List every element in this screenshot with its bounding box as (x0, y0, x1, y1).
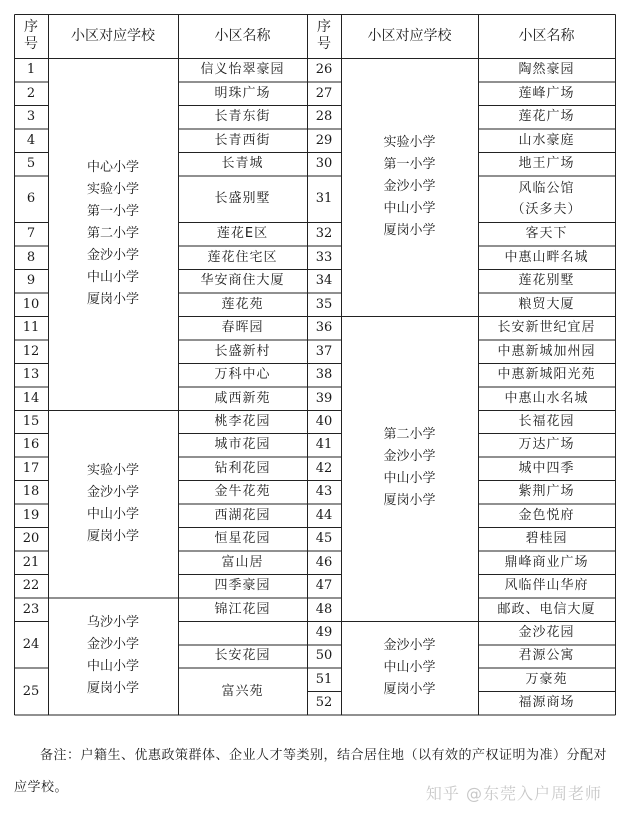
estate-name: 邮政、电信大厦 (497, 601, 596, 617)
row-number: 41 (315, 437, 333, 453)
row-number: 47 (315, 578, 333, 594)
estate-name: 长盛新村 (214, 343, 271, 359)
row-number: 50 (315, 648, 333, 664)
row-number: 48 (315, 601, 333, 617)
estate-name: 莲花住宅区 (207, 249, 278, 265)
estate-name: 富兴苑 (221, 683, 264, 699)
row-number: 14 (22, 390, 40, 406)
row-number: 19 (22, 507, 40, 523)
footnote: 备注：户籍生、优惠政策群体、企业人才等类别，结合居住地（以有效的产权证明为准）分配对应学校。 (14, 748, 608, 795)
row-number: 35 (315, 296, 333, 312)
estate-name: 长青东街 (214, 109, 271, 125)
estate-name: 长盛别墅 (214, 191, 271, 207)
estate-name: 风临公馆 （沃多夫） (511, 180, 582, 217)
estate-name: 信义怡翠豪园 (200, 62, 285, 78)
row-number: 28 (315, 109, 333, 125)
estate-name: 四季豪园 (214, 578, 271, 594)
estate-name: 中惠山畔名城 (504, 249, 589, 265)
estate-name: 风临伴山华府 (504, 578, 589, 594)
estate-name: 西湖花园 (214, 507, 271, 523)
row-number: 39 (315, 390, 333, 406)
row-number: 22 (22, 578, 40, 594)
estate-name: 长青西街 (214, 132, 271, 148)
row-number: 17 (22, 460, 40, 476)
row-number: 9 (26, 273, 36, 289)
row-number: 24 (22, 636, 40, 652)
school-group: 第二小学 金沙小学 中山小学 厦岗小学 (383, 427, 436, 509)
estate-name: 莲峰广场 (518, 85, 575, 101)
row-number: 16 (22, 437, 40, 453)
estate-name: 客天下 (525, 226, 568, 242)
row-number: 11 (22, 320, 40, 336)
school-group: 中心小学 实验小学 第一小学 第二小学 金沙小学 中山小学 厦岗小学 (86, 159, 139, 307)
row-number: 21 (22, 554, 40, 570)
estate-name: 城市花园 (214, 437, 271, 453)
row-number: 29 (315, 132, 333, 148)
estate-name: 碧桂园 (525, 531, 568, 547)
estate-name: 咸西新苑 (214, 390, 271, 406)
row-number: 30 (315, 156, 333, 172)
estate-name: 莲花E区 (216, 226, 269, 242)
row-number: 25 (22, 683, 40, 699)
row-number: 13 (22, 367, 40, 383)
row-number: 6 (26, 191, 36, 207)
estate-name: 城中四季 (518, 460, 575, 476)
row-number: 49 (315, 625, 333, 641)
row-number: 43 (315, 484, 333, 500)
estate-name: 恒星花园 (214, 531, 271, 547)
row-number: 26 (315, 62, 333, 78)
header-name: 小区名称 (518, 27, 575, 44)
row-number: 32 (315, 226, 333, 242)
row-number: 20 (22, 531, 40, 547)
row-number: 52 (315, 695, 333, 711)
header-name: 小区名称 (214, 27, 271, 44)
estate-name: 万达广场 (518, 437, 575, 453)
row-number: 8 (26, 249, 36, 265)
estate-name: 中惠新城加州园 (497, 343, 596, 359)
row-number: 18 (22, 484, 40, 500)
header-number: 序 号 (317, 19, 331, 52)
row-number: 40 (315, 413, 333, 429)
estate-name: 万科中心 (214, 367, 271, 383)
estate-name: 万豪苑 (525, 671, 568, 687)
estate-name: 长福花园 (518, 413, 575, 429)
row-number: 4 (26, 132, 36, 148)
estate-name: 粮贸大厦 (518, 296, 575, 312)
estate-name: 桃李花园 (214, 413, 271, 429)
school-group: 实验小学 第一小学 金沙小学 中山小学 厦岗小学 (383, 134, 436, 238)
row-number: 37 (315, 343, 333, 359)
estate-name: 金色悦府 (518, 507, 575, 523)
row-number: 15 (22, 413, 40, 429)
row-number: 34 (315, 273, 333, 289)
estate-name: 莲花别墅 (518, 273, 575, 289)
row-number: 2 (26, 85, 36, 101)
estate-name: 山水豪庭 (518, 132, 575, 148)
estate-name: 地王广场 (518, 156, 575, 172)
school-group: 金沙小学 中山小学 厦岗小学 (383, 637, 436, 697)
estate-name: 莲花苑 (221, 296, 264, 312)
estate-name: 福源商场 (518, 695, 575, 711)
estate-name: 中惠山水名城 (504, 390, 589, 406)
school-group: 实验小学 金沙小学 中山小学 厦岗小学 (86, 462, 139, 544)
estate-name: 华安商住大厦 (200, 273, 285, 289)
row-number: 42 (315, 460, 333, 476)
estate-name: 陶然豪园 (518, 62, 575, 78)
row-number: 10 (22, 296, 40, 312)
row-number: 5 (26, 156, 36, 172)
row-number: 23 (22, 601, 40, 617)
estate-name: 莲花广场 (518, 109, 575, 125)
estate-name: 鼎峰商业广场 (504, 554, 589, 570)
estate-name: 明珠广场 (214, 85, 271, 101)
row-number: 46 (315, 554, 333, 570)
row-number: 7 (26, 226, 36, 242)
row-number: 33 (315, 249, 333, 265)
estate-name: 锦江花园 (214, 601, 271, 617)
row-number: 36 (315, 320, 333, 336)
header-number: 序 号 (24, 19, 38, 52)
estate-name: 长安新世纪宜居 (497, 320, 596, 336)
row-number: 1 (26, 62, 36, 78)
row-number: 3 (26, 109, 36, 125)
row-number: 51 (315, 671, 333, 687)
row-number: 12 (22, 343, 40, 359)
school-group: 乌沙小学 金沙小学 中山小学 厦岗小学 (86, 614, 139, 696)
estate-name: 中惠新城阳光苑 (497, 367, 596, 383)
estate-name: 钻利花园 (214, 460, 271, 476)
row-number: 31 (315, 191, 333, 207)
estate-name: 紫荆广场 (518, 484, 575, 500)
watermark-text: 知乎 @东莞入户周老师 (425, 784, 602, 803)
row-number: 38 (315, 367, 333, 383)
estate-name: 金沙花园 (518, 625, 575, 641)
row-number: 44 (315, 507, 333, 523)
header-school: 小区对应学校 (71, 27, 155, 44)
estate-name: 金牛花苑 (214, 484, 271, 500)
row-number: 45 (315, 531, 333, 547)
estate-name: 富山居 (221, 554, 264, 570)
estate-name: 春晖园 (221, 320, 264, 336)
header-school: 小区对应学校 (367, 27, 452, 44)
estate-name: 长青城 (221, 156, 264, 172)
row-number: 27 (315, 85, 333, 101)
estate-name: 君源公寓 (518, 648, 575, 664)
estate-name: 长安花园 (214, 648, 271, 664)
